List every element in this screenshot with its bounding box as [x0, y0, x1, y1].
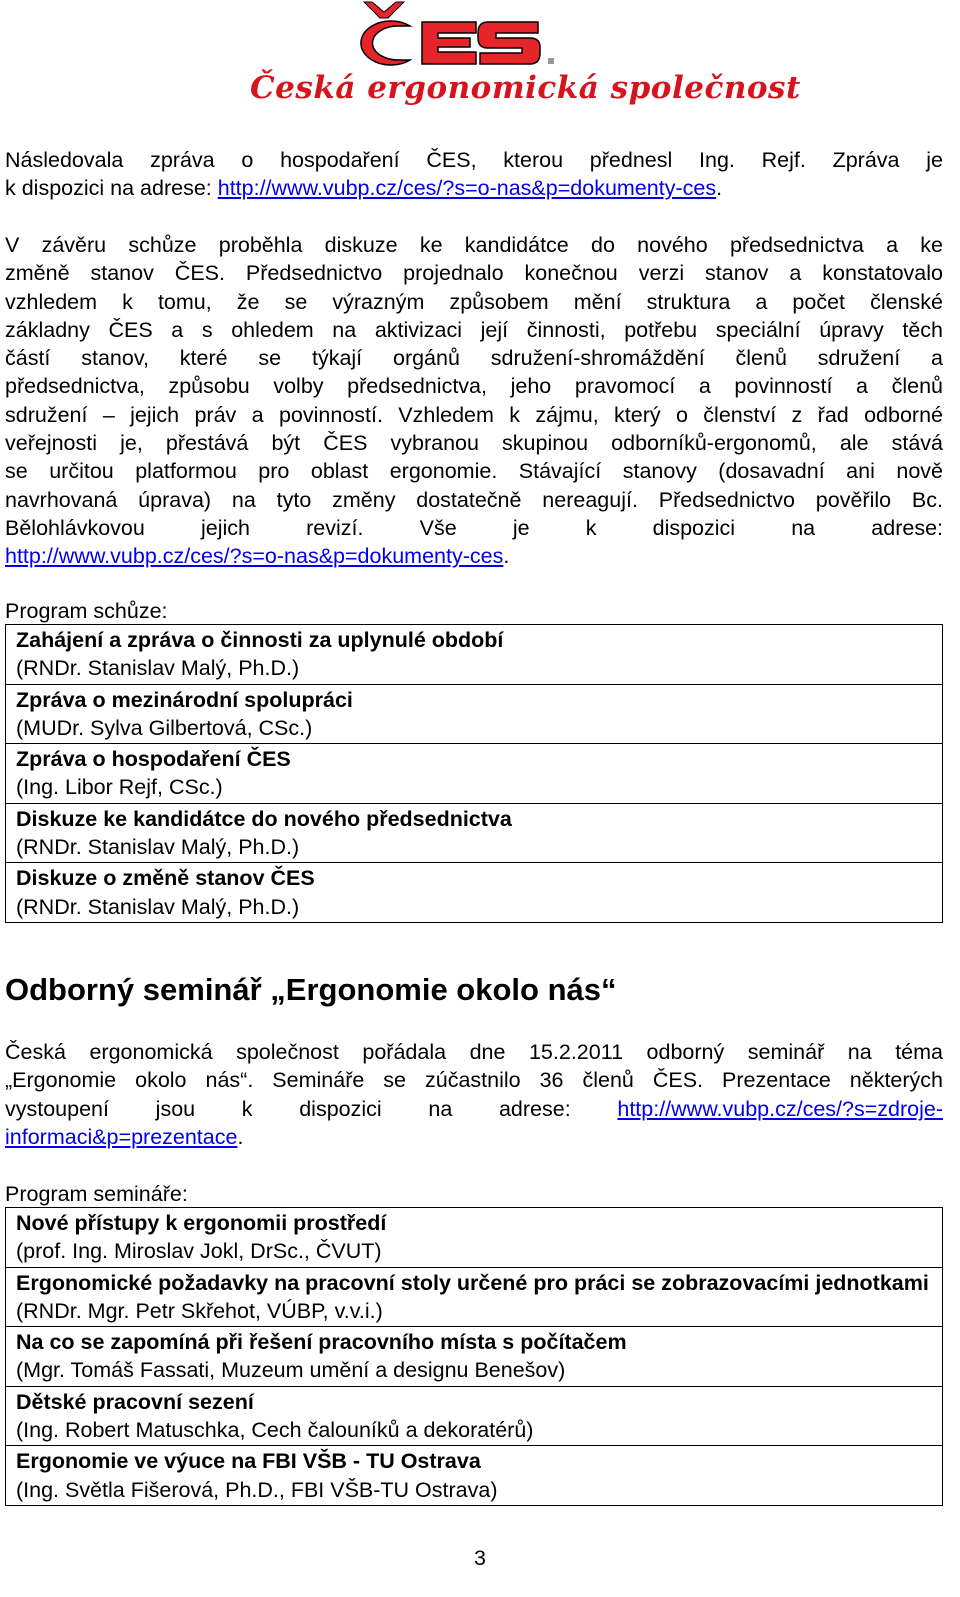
table-row: Diskuze ke kandidátce do nového předsednictva (RNDr. Stanislav Malý, Ph.D.) — [6, 803, 943, 863]
table-row: Nové přístupy k ergonomii prostředí (prof. Ing. Miroslav Jokl, DrSc., ČVUT) — [6, 1208, 943, 1268]
table-row: Ergonomické požadavky na pracovní stoly určené pro práci se zobrazovacími jednotkami (RNDr. Mgr. Petr Skřehot, VÚBP, v.v.i.) — [6, 1267, 943, 1327]
seminar-program-label: Program semináře: — [5, 1182, 188, 1206]
prezentace-link-part-2[interactable]: informaci&p=prezentace — [5, 1124, 238, 1149]
table-row: Zpráva o hospodaření ČES (Ing. Libor Rejf, CSc.) — [6, 744, 943, 804]
ces-logo — [250, 0, 801, 110]
dokumenty-link-1[interactable]: http://www.vubp.cz/ces/?s=o-nas&p=dokumenty-ces — [217, 176, 717, 201]
ces-logo-subtitle: Česká ergonomická společnost — [250, 70, 801, 106]
seminar-program-table — [5, 1207, 943, 1506]
discussion-paragraph: V závěru schůze proběhla diskuze ke kandidátce do nového předsednictva a ke změně stanov ČES. Předsednictvo projednalo konečnou verzi stanov a konstatovalo vzhledem k tomu, že se výrazným způsobem mění struktura a počet členské základny ČES a s ohledem na aktivizaci její činnosti, potřebu speciální úpravy těch částí stanov, které se týkají orgánů sdružení-shromáždění členů sdružení a předsednictva, způsobu volby předsednictva, jeho pravomocí a povinností a členů sdružení – jejich práv a povinností. Vzhledem k zájmu, který o členství z řad odborné veřejnosti je, přestává být ČES vybranou skupinou odborníků-ergonomů, ale stává se určitou platformou pro oblast ergonomie. Stávající stanovy (dosavadní ani nově navrhovaná úprava) na tyto změny dostatečně nereagují. Předsednictvo pověřilo Bc. Bělohlávkovou jejich revizí. Vše je k dispozici na adrese: http://www.vubp.cz/ces/?s=o-nas&p=dokumenty-ces. — [5, 233, 943, 569]
table-row: Diskuze o změně stanov ČES (RNDr. Stanislav Malý, Ph.D.) — [6, 863, 943, 923]
meeting-program-label: Program schůze: — [5, 599, 168, 623]
page-number: 3 — [474, 1546, 486, 1570]
table-row: Na co se zapomíná při řešení pracovního místa s počítačem (Mgr. Tomáš Fassati, Muzeum umění a designu Benešov) — [6, 1327, 943, 1387]
table-row: Zpráva o mezinárodní spolupráci (MUDr. Sylva Gilbertová, CSc.) — [6, 684, 943, 744]
intro-line-2: k dispozici na adrese: http://www.vubp.cz/ces/?s=o-nas&p=dokumenty-ces. — [5, 176, 723, 201]
dokumenty-link-2[interactable]: http://www.vubp.cz/ces/?s=o-nas&p=dokumenty-ces — [5, 544, 504, 569]
table-row: Dětské pracovní sezení (Ing. Robert Matuschka, Cech čalouníků a dekoratérů) — [6, 1386, 943, 1446]
intro-line-1: Následovala zpráva o hospodaření ČES, kterou přednesl Ing. Rejf. Zpráva je — [5, 148, 943, 172]
prezentace-link-part-1[interactable]: http://www.vubp.cz/ces/?s=zdroje- — [617, 1096, 943, 1121]
intro-paragraph — [5, 146, 943, 203]
seminar-heading: Odborný seminář „Ergonomie okolo nás“ — [5, 972, 617, 1007]
meeting-program-table — [5, 624, 943, 923]
seminar-paragraph: Česká ergonomická společnost pořádala dne 15.2.2011 odborný seminář na téma „Ergonomie okolo nás“. Semináře se zúčastnilo 36 členů ČES. Prezentace některých vystoupení jsou k dispozici na adrese: http://www.vubp.cz/ces/?s=zdroje- informaci&p=prezentace. — [5, 1040, 943, 1149]
table-row: Zahájení a zpráva o činnosti za uplynulé období (RNDr. Stanislav Malý, Ph.D.) — [6, 625, 943, 685]
table-row: Ergonomie ve výuce na FBI VŠB - TU Ostrava (Ing. Světla Fišerová, Ph.D., FBI VŠB-TU Ostrava) — [6, 1446, 943, 1506]
ces-logo-mark — [338, 0, 608, 72]
